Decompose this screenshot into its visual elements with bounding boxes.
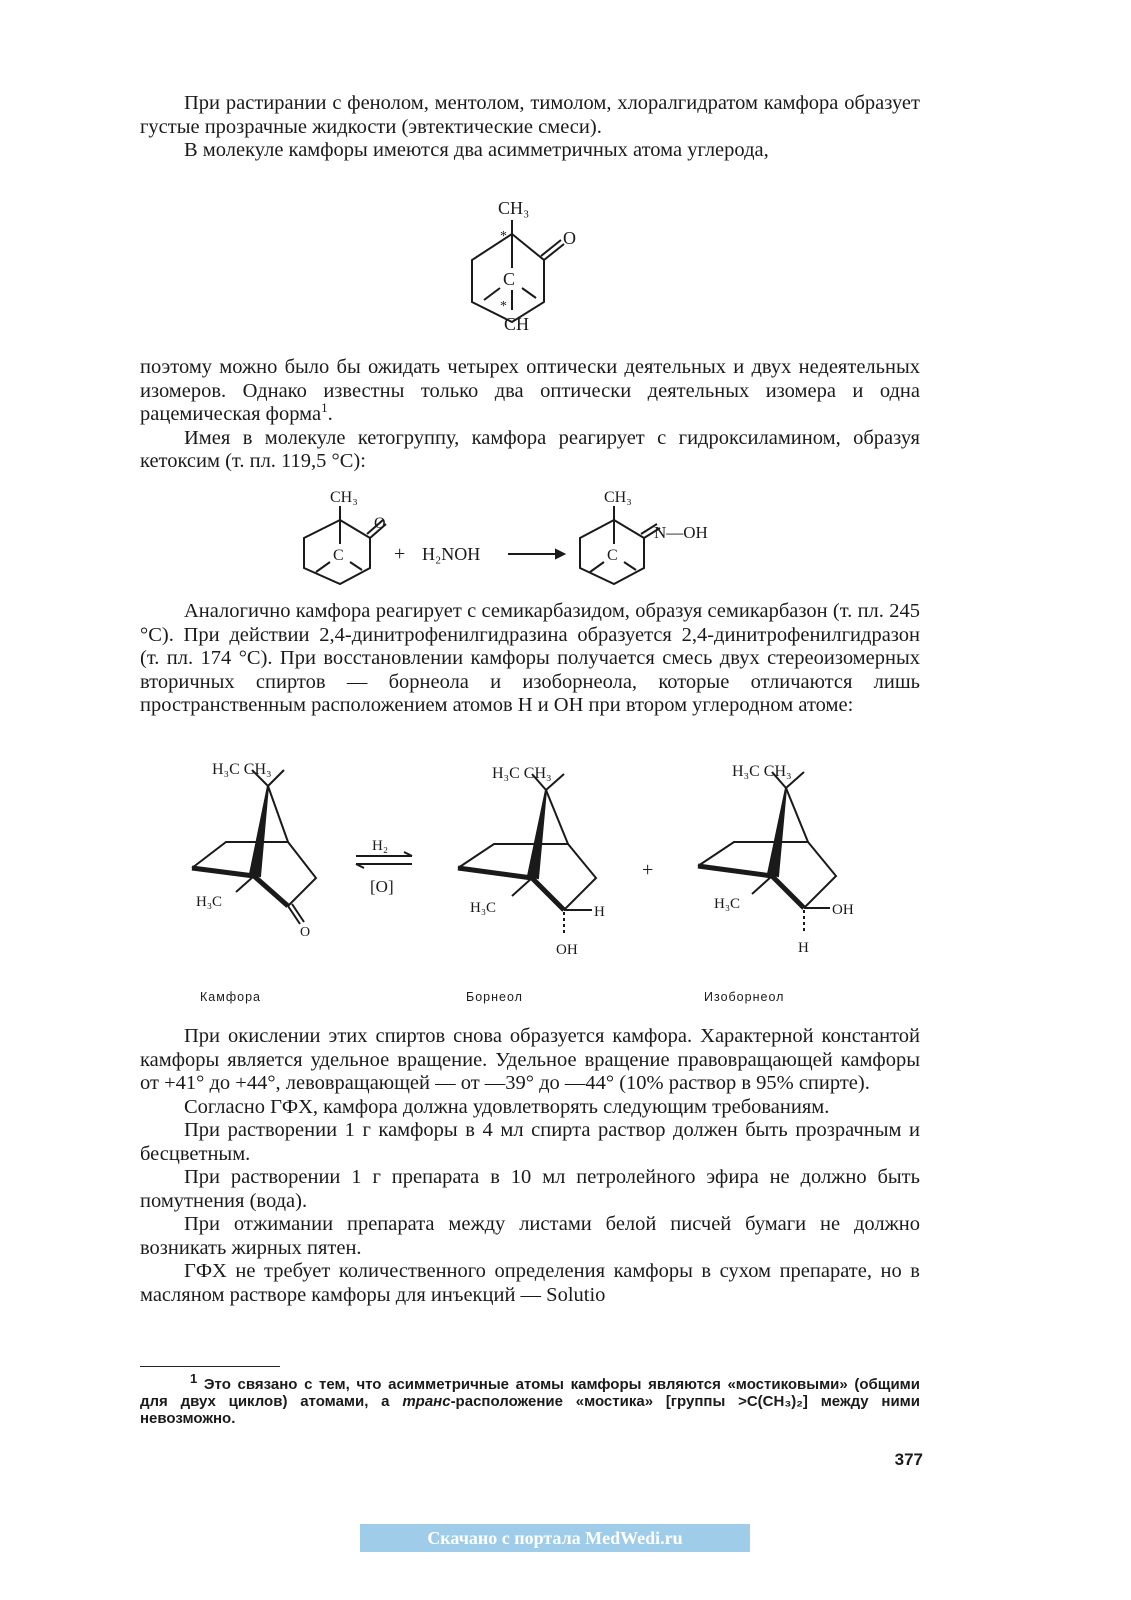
asymmetric-star: * (500, 299, 507, 314)
c-right: C (607, 547, 618, 564)
paragraph-9: При растворении 1 г препарата в 10 мл петролейного эфира не должно быть помутнения (вода). (140, 1166, 920, 1212)
ch3-label: CH₃ (498, 198, 530, 218)
paragraph-5: Аналогично камфора реагирует с семикарбазидом, образуя семикарбазон (т. пл. 245 °C). При действии 2,4-динитрофенилгидразина образуется 2,4-динитрофенилгидразон (т. пл. 174 °C). При восстановлении камфоры получается смесь двух стереоизомерных вторичных спиртов — борнеола и изоборнеола, которые отличаются лишь пространственным расположением атомов H и OH при втором углеродном атоме: (140, 600, 920, 716)
oxidation-label: [O] (370, 877, 394, 896)
paragraph-8: При растворении 1 г камфоры в 4 мл спирта раствор должен быть прозрачным и бесцветным. (140, 1119, 920, 1165)
o-label: O (563, 228, 576, 248)
bridge-bond (590, 562, 604, 572)
wedge-bond (528, 790, 546, 878)
bold-bond (254, 876, 288, 906)
text-section-1 (140, 92, 920, 163)
bond (512, 878, 532, 896)
caption-isoborneol: Изоборнеол (704, 990, 785, 1004)
noh-label: N—OH (654, 523, 708, 542)
footnote-number: 1 (190, 1371, 198, 1386)
isoborneol-side-methyl: H₃C (714, 896, 741, 912)
bold-bond (458, 868, 532, 878)
paragraph-10: При отжимании препарата между листами белой писчей бумаги не должно возникать жирных пятен. (140, 1213, 920, 1259)
borneol-hydroxyl: OH (556, 942, 578, 958)
ch-label: CH (504, 314, 530, 334)
asymmetric-star: * (500, 229, 507, 244)
isoborneol-hydrogen: H (798, 940, 809, 956)
bold-bond (698, 866, 772, 876)
bond (268, 786, 288, 842)
camphor-side-methyl: H₃C (196, 894, 223, 910)
paragraph-3: поэтому можно было бы ожидать четырех оптически деятельных и двух недеятельных изомеров. Однако известны только два оптически деятельных изомера и одна рацемическая форма$^1$. (140, 356, 920, 425)
ch3-left: CH₃ (330, 489, 358, 506)
bridge-bond (522, 288, 536, 298)
paragraph-1: При растирании с фенолом, ментолом, тимолом, хлоралгидратом камфора образует густые прозрачные жидкости (эвтектические смеси). (140, 92, 920, 138)
footnote: $^1$ Это связано с тем, что асимметричные атомы камфоры являются «мостиковыми» (общими для двух циклов) атомами, а транс-расположение «мостика» [группы >C(CH₃)₂] между ними невозможно. (140, 1371, 920, 1427)
page-number: 377 (894, 1450, 923, 1469)
bridge-bond (484, 288, 500, 300)
bridge-bond (316, 562, 330, 572)
camphor-methyls: H₃C CH₃ (212, 761, 272, 778)
download-banner[interactable]: Скачано с портала MedWedi.ru (360, 1524, 750, 1552)
paragraph-11: ГФХ не требует количественного определения камфоры в сухом препарате, но в масляном растворе камфоры для инъекций — Solutio (140, 1260, 920, 1306)
text-section-4 (140, 1025, 920, 1307)
text-section-3 (140, 600, 920, 718)
isoborneol-methyls: H₃C CH₃ (732, 763, 792, 780)
camphor-skeleton-structure (440, 192, 600, 342)
arrow-head (556, 550, 564, 558)
paragraph-6: При окислении этих спиртов снова образуется камфора. Характерной константой камфоры является удельное вращение. Удельное вращение правовращающей камфоры от +41° до +44°, левовращающей — от —39° до —44° (10% раствор в 95% спирте). (140, 1025, 920, 1094)
bond (236, 876, 254, 892)
hydrogen-label: H₂ (372, 838, 389, 854)
bold-bond (772, 876, 804, 908)
borneol-side-methyl: H₃C (470, 900, 497, 916)
paragraph-7: Согласно ГФХ, камфора должна удовлетворять следующим требованиям. (184, 1095, 830, 1118)
footnote-divider (140, 1366, 280, 1367)
plus-sign: + (642, 859, 654, 881)
footnote-mark: 1 (321, 400, 328, 416)
borneol-structure (458, 765, 605, 958)
isoborneol-structure (698, 763, 854, 956)
bold-bond (192, 868, 254, 876)
camphor-structure (192, 761, 316, 940)
bold-bond (532, 878, 564, 910)
bond (546, 790, 568, 844)
borneol-hydrogen: H (594, 904, 605, 920)
isoborneol-hydroxyl: OH (832, 902, 854, 918)
o-left: O (374, 515, 386, 532)
plus-sign: + (394, 543, 406, 565)
equilibrium-arrows (356, 838, 412, 896)
reduction-reaction-scheme (180, 756, 880, 966)
bond (752, 876, 772, 894)
ch3-right: CH₃ (604, 489, 632, 506)
paragraph-2: В молекуле камфоры имеются два асимметричных атома углерода, (184, 139, 769, 161)
text-section-2 (140, 356, 920, 474)
camphor-oxygen: O (300, 925, 311, 940)
oxime-reaction-scheme (290, 482, 750, 594)
wedge-bond (768, 788, 786, 876)
caption-borneol: Борнеол (466, 990, 523, 1004)
paragraph-4: Имея в молекуле кетогруппу, камфора реагирует с гидроксиламином, образуя кетоксим (т. пл. 119,5 °C): (140, 426, 920, 472)
bond (786, 788, 808, 842)
c-label: C (503, 269, 516, 289)
c-left: C (333, 547, 344, 564)
caption-camphor: Камфора (200, 990, 261, 1004)
bridge-bond (350, 562, 362, 570)
borneol-methyls: H₃C CH₃ (492, 765, 552, 782)
wedge-bond (250, 786, 268, 876)
bridge-bond (624, 562, 636, 570)
reagent-label: H₂NOH (422, 544, 481, 564)
